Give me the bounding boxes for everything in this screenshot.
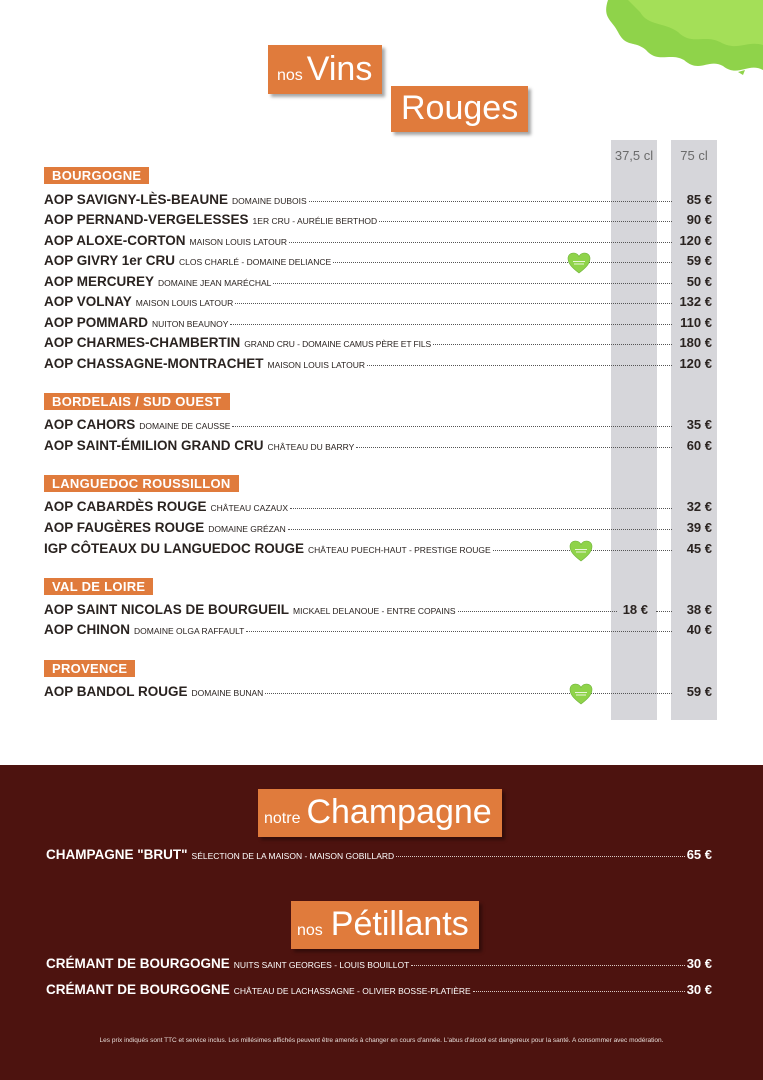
wine-row bbox=[44, 210, 712, 230]
section-label-languedoc: LANGUEDOC ROUSSILLON bbox=[44, 475, 239, 492]
title-notre-champagne bbox=[258, 789, 502, 837]
column-header-small: 37,5 cl bbox=[614, 148, 654, 163]
wine-row bbox=[44, 251, 712, 271]
legal-footnote: Les prix indiqués sont TTC et service inclus. Les millésimes affichés peuvent être amenés à changer en cours d'année. L'abus d'alcool est dangereux pour la santé. A consommer avec modération. bbox=[99, 1037, 664, 1044]
wine-detail: DOMAINE OLGA RAFFAULT bbox=[134, 626, 245, 636]
wine-price: 40 € bbox=[686, 622, 712, 637]
title-nos-petillants bbox=[291, 901, 479, 949]
wine-price: 90 € bbox=[686, 212, 712, 227]
wine-detail: CHÂTEAU CAZAUX bbox=[210, 503, 288, 513]
champagne-row bbox=[46, 845, 712, 865]
wine-detail: DOMAINE BUNAN bbox=[191, 688, 264, 698]
wine-detail: NUITS SAINT GEORGES - LOUIS BOUILLOT bbox=[233, 960, 410, 970]
title-big-word: Vins bbox=[306, 50, 373, 88]
petillant-row bbox=[46, 954, 712, 974]
wine-name: AOP SAINT-ÉMILION GRAND CRU bbox=[44, 438, 264, 453]
title-rouges bbox=[391, 86, 528, 132]
dot-leader bbox=[396, 856, 685, 857]
dot-leader bbox=[473, 991, 685, 992]
wine-row bbox=[44, 497, 712, 517]
wine-price: 30 € bbox=[686, 982, 712, 997]
wine-row bbox=[44, 539, 712, 559]
wine-name: AOP CHARMES-CHAMBERTIN bbox=[44, 335, 241, 350]
wine-price: 59 € bbox=[686, 684, 712, 699]
column-header-large: 75 cl bbox=[680, 148, 708, 163]
wine-row bbox=[44, 415, 712, 435]
wine-name: CHAMPAGNE "BRUT" bbox=[46, 847, 188, 862]
wine-price: 132 € bbox=[679, 294, 712, 309]
wine-name: IGP CÔTEAUX DU LANGUEDOC ROUGE bbox=[44, 541, 305, 556]
heart-badge-icon bbox=[569, 540, 593, 562]
dot-leader bbox=[230, 324, 672, 325]
wine-price: 120 € bbox=[679, 356, 712, 371]
wine-row bbox=[44, 620, 712, 640]
dot-leader bbox=[309, 201, 672, 202]
heart-badge-icon bbox=[569, 683, 593, 705]
wine-name: AOP CABARDÈS ROUGE bbox=[44, 499, 207, 514]
wine-detail: MAISON LOUIS LATOUR bbox=[189, 237, 287, 247]
dot-leader bbox=[333, 262, 672, 263]
wine-detail: MAISON LOUIS LATOUR bbox=[135, 298, 234, 308]
wine-detail: CHÂTEAU DU BARRY bbox=[267, 442, 355, 452]
wine-name: AOP VOLNAY bbox=[44, 294, 132, 309]
wine-name: AOP POMMARD bbox=[44, 315, 149, 330]
dot-leader bbox=[235, 303, 672, 304]
wine-detail: 1ER CRU - AURÉLIE BERTHOD bbox=[252, 216, 378, 226]
dot-leader bbox=[289, 242, 672, 243]
heart-badge-icon bbox=[567, 252, 591, 274]
wine-detail: DOMAINE DE CAUSSE bbox=[139, 421, 231, 431]
wine-price: 32 € bbox=[686, 499, 712, 514]
dot-leader bbox=[379, 221, 672, 222]
wine-row bbox=[44, 292, 712, 312]
wine-detail: DOMAINE DUBOIS bbox=[232, 196, 307, 206]
wine-price: 180 € bbox=[679, 335, 712, 350]
dot-leader bbox=[288, 529, 672, 530]
wine-price: 65 € bbox=[686, 847, 712, 862]
dot-leader bbox=[433, 344, 672, 345]
dot-leader bbox=[656, 611, 672, 612]
wine-name: AOP ALOXE-CORTON bbox=[44, 233, 186, 248]
sparkling-section bbox=[0, 765, 763, 1080]
wine-price: 35 € bbox=[686, 417, 712, 432]
dot-leader bbox=[367, 365, 672, 366]
green-brush-splash bbox=[588, 0, 763, 95]
title-big-word: Champagne bbox=[306, 793, 492, 831]
wine-row bbox=[44, 190, 712, 210]
wine-name: AOP SAVIGNY-LÈS-BEAUNE bbox=[44, 192, 229, 207]
wine-name: CRÉMANT DE BOURGOGNE bbox=[46, 982, 230, 997]
dot-leader bbox=[458, 611, 617, 612]
wine-name: AOP FAUGÈRES ROUGE bbox=[44, 520, 205, 535]
wine-detail: MICKAEL DELANOUE - ENTRE COPAINS bbox=[293, 606, 456, 616]
wine-row bbox=[44, 313, 712, 333]
wine-price: 60 € bbox=[686, 438, 712, 453]
dot-leader bbox=[246, 631, 672, 632]
wine-price: 38 € bbox=[686, 602, 712, 617]
dot-leader bbox=[273, 283, 672, 284]
wine-detail: MAISON LOUIS LATOUR bbox=[267, 360, 365, 370]
wine-price: 45 € bbox=[686, 541, 712, 556]
wine-name: AOP GIVRY 1er CRU bbox=[44, 253, 176, 268]
wine-row bbox=[44, 354, 712, 374]
title-nos-vins bbox=[268, 45, 382, 94]
title-small-word: notre bbox=[264, 810, 301, 827]
wine-detail: DOMAINE GRÉZAN bbox=[208, 524, 286, 534]
wine-detail: DOMAINE JEAN MARÉCHAL bbox=[158, 278, 272, 288]
wine-price: 50 € bbox=[686, 274, 712, 289]
wine-price: 39 € bbox=[686, 520, 712, 535]
wine-detail: SÉLECTION DE LA MAISON - MAISON GOBILLARD bbox=[191, 851, 395, 861]
wine-row bbox=[44, 518, 712, 538]
section-label-bordelais: BORDELAIS / SUD OUEST bbox=[44, 393, 230, 410]
dot-leader bbox=[232, 426, 672, 427]
wine-name: CRÉMANT DE BOURGOGNE bbox=[46, 956, 230, 971]
dot-leader bbox=[411, 965, 684, 966]
title-big-word-2: Rouges bbox=[401, 89, 519, 127]
petillant-row bbox=[46, 980, 712, 1000]
wine-row bbox=[44, 682, 712, 702]
title-big-word: Pétillants bbox=[330, 905, 469, 943]
wine-name: AOP CHASSAGNE-MONTRACHET bbox=[44, 356, 264, 371]
wine-row bbox=[44, 272, 712, 292]
wine-detail: CLOS CHARLÉ - DOMAINE DELIANCE bbox=[179, 257, 332, 267]
wine-detail: CHÂTEAU PUECH-HAUT - PRESTIGE ROUGE bbox=[308, 545, 491, 555]
section-label-val-de-loire: VAL DE LOIRE bbox=[44, 578, 153, 595]
wine-price: 59 € bbox=[686, 253, 712, 268]
wine-price: 110 € bbox=[680, 315, 712, 330]
wine-name: AOP PERNAND-VERGELESSES bbox=[44, 212, 249, 227]
wine-name: AOP BANDOL ROUGE bbox=[44, 684, 188, 699]
wine-detail: NUITON BEAUNOY bbox=[152, 319, 229, 329]
dot-leader bbox=[356, 447, 672, 448]
wine-row bbox=[44, 333, 712, 353]
title-small-word: nos bbox=[277, 67, 303, 84]
dot-leader bbox=[290, 508, 672, 509]
wine-price: 120 € bbox=[679, 233, 712, 248]
wine-detail: CHÂTEAU DE LACHASSAGNE - OLIVIER BOSSE-PLATIÈRE bbox=[233, 986, 471, 996]
title-small-word: nos bbox=[297, 922, 323, 939]
wine-name: AOP CAHORS bbox=[44, 417, 136, 432]
section-label-bourgogne: BOURGOGNE bbox=[44, 167, 149, 184]
wine-detail: GRAND CRU - DOMAINE CAMUS PÈRE ET FILS bbox=[244, 339, 432, 349]
wine-name: AOP CHINON bbox=[44, 622, 131, 637]
wine-name: AOP MERCUREY bbox=[44, 274, 155, 289]
wine-price: 30 € bbox=[686, 956, 712, 971]
wine-price: 85 € bbox=[686, 192, 712, 207]
dot-leader bbox=[265, 693, 672, 694]
wine-price-small: 18 € bbox=[622, 602, 648, 617]
wine-name: AOP SAINT NICOLAS DE BOURGUEIL bbox=[44, 602, 290, 617]
wine-row bbox=[44, 436, 712, 456]
wine-row bbox=[44, 231, 712, 251]
section-label-provence: PROVENCE bbox=[44, 660, 135, 677]
wine-row bbox=[44, 600, 712, 620]
